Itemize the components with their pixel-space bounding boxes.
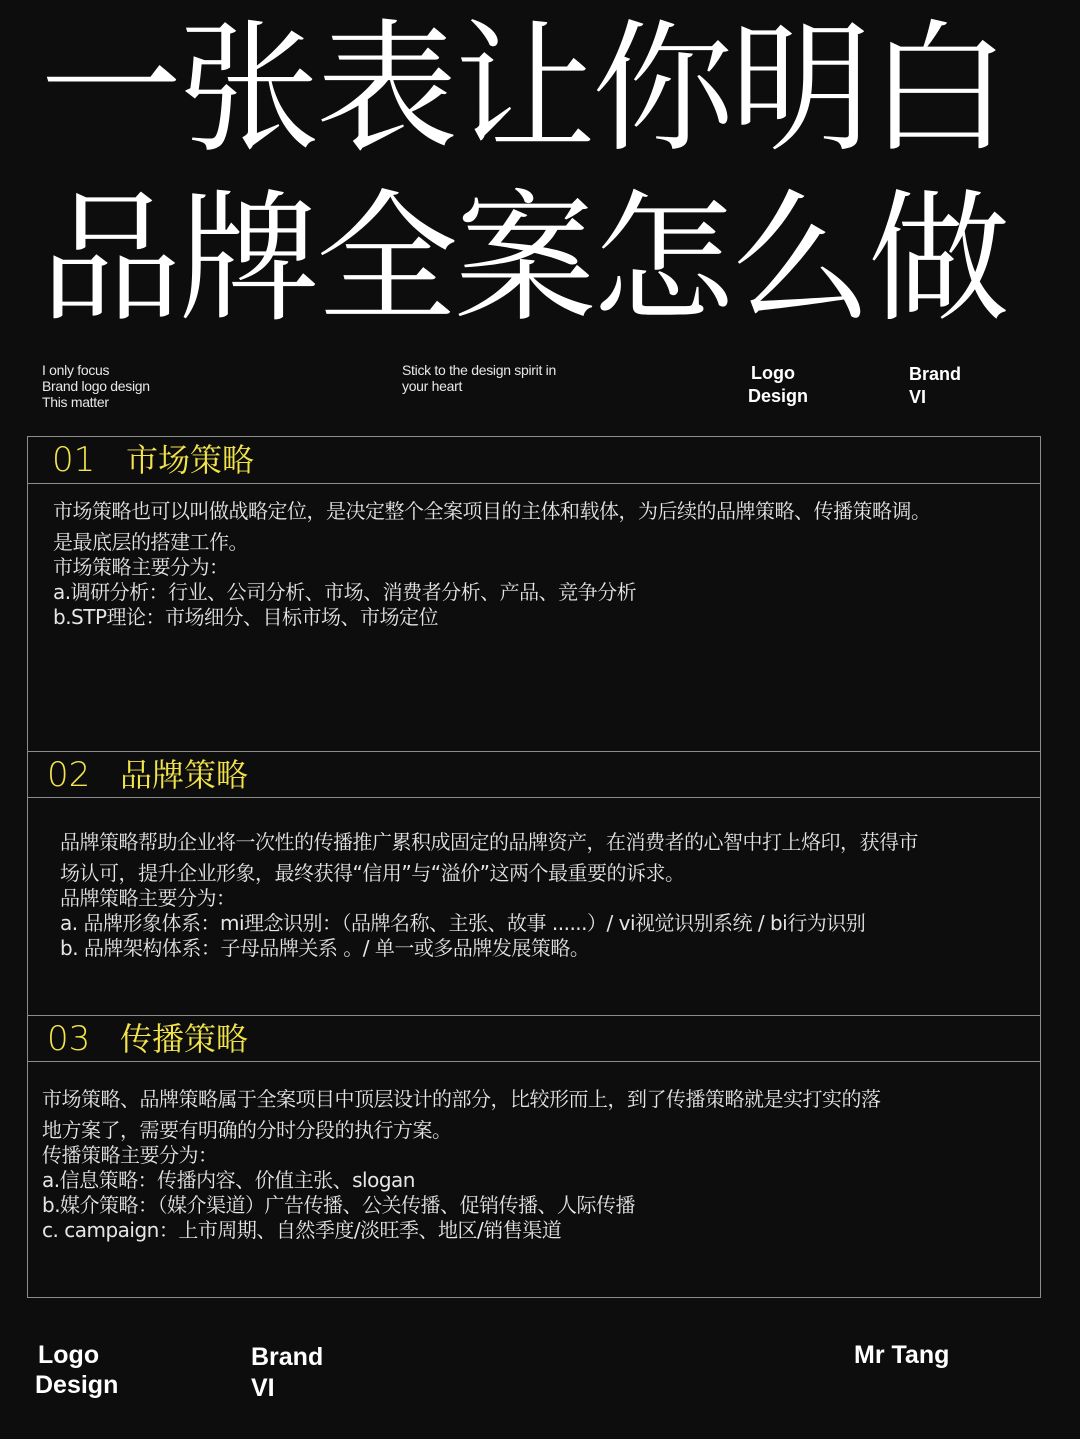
footer-author: Mr Tang (854, 1341, 950, 1369)
section-02-line: b. 品牌架构体系：子母品牌关系 。/ 单一或多品牌发展策略。 (60, 936, 590, 960)
section-03-line: 市场策略、品牌策略属于全案项目中顶层设计的部分，比较形而上，到了传播策略就是实打实的落 (42, 1087, 881, 1111)
section-02-body (60, 830, 918, 961)
tagline-left (42, 362, 150, 410)
section-01-line: 市场策略也可以叫做战略定位，是决定整个全案项目的主体和载体，为后续的品牌策略、传播策略调。 (53, 499, 931, 523)
footer-design-word: Design (35, 1371, 119, 1399)
section-03-line: 地方案了，需要有明确的分时分段的执行方案。 (42, 1118, 452, 1142)
section-01-line: 市场策略主要分为： (53, 555, 229, 579)
footer-brand-word: Brand (251, 1343, 324, 1371)
section-03-title: 传播策略 (120, 1020, 249, 1058)
header-logo-word: Logo (751, 363, 795, 383)
tagline-middle (402, 362, 556, 394)
section-01-header (28, 437, 1040, 484)
section-01-title: 市场策略 (126, 441, 255, 479)
tagline-left-line: Brand logo design (42, 378, 150, 394)
header-brand-word: Brand (909, 364, 962, 384)
tagline-left-line: This matter (42, 394, 109, 410)
footer-brand-vi-label (251, 1342, 323, 1404)
section-02-number: 02 (47, 755, 91, 795)
section-03-line: 传播策略主要分为： (42, 1143, 218, 1167)
footer-logo-word: Logo (38, 1341, 100, 1369)
header-design-word: Design (748, 386, 809, 406)
section-03-line: c. campaign：上市周期、自然季度/淡旺季、地区/销售渠道 (42, 1218, 562, 1242)
header-vi-word: VI (909, 387, 927, 407)
tagline-left-line: I only focus (42, 362, 110, 378)
strategy-table (27, 436, 1041, 1298)
section-02-line: 品牌策略主要分为： (60, 886, 236, 910)
footer-logo-design-label (35, 1340, 118, 1400)
header-logo-design-label (748, 362, 808, 408)
tagline-middle-line: your heart (402, 378, 463, 394)
section-02-line: 场认可，提升企业形象，最终获得“信用”与“溢价”这两个最重要的诉求。 (60, 861, 685, 885)
section-01-line: a.调研分析：行业、公司分析、市场、消费者分析、产品、竞争分析 (53, 580, 637, 604)
section-01-line: b.STP理论：市场细分、目标市场、市场定位 (53, 605, 439, 629)
section-02-line: a. 品牌形象体系：mi理念识别：（品牌名称、主张、故事 ......）/ vi视觉识别系统 / bi行为识别 (60, 911, 866, 935)
section-01-body (53, 499, 931, 630)
page-title-line-2: 品牌全案怎么做 (40, 177, 1006, 342)
section-03-number: 03 (47, 1019, 91, 1059)
section-03-body (42, 1087, 881, 1243)
footer-vi-word: VI (251, 1374, 275, 1402)
section-02-line: 品牌策略帮助企业将一次性的传播推广累积成固定的品牌资产，在消费者的心智中打上烙印，获得市 (60, 830, 918, 854)
section-02-header (28, 751, 1040, 798)
section-03-header (28, 1015, 1040, 1062)
page-title-line-1: 一张表让你明白 (40, 7, 1006, 172)
section-01-line: 是最底层的搭建工作。 (53, 530, 248, 554)
section-02-title: 品牌策略 (120, 756, 249, 794)
section-03-line: b.媒介策略：（媒介渠道）广告传播、公关传播、促销传播、人际传播 (42, 1193, 636, 1217)
section-01-number: 01 (52, 440, 96, 480)
tagline-middle-line: Stick to the design spirit in (402, 362, 556, 378)
section-03-line: a.信息策略：传播内容、价值主张、slogan (42, 1168, 415, 1192)
header-brand-vi-label (909, 363, 961, 409)
